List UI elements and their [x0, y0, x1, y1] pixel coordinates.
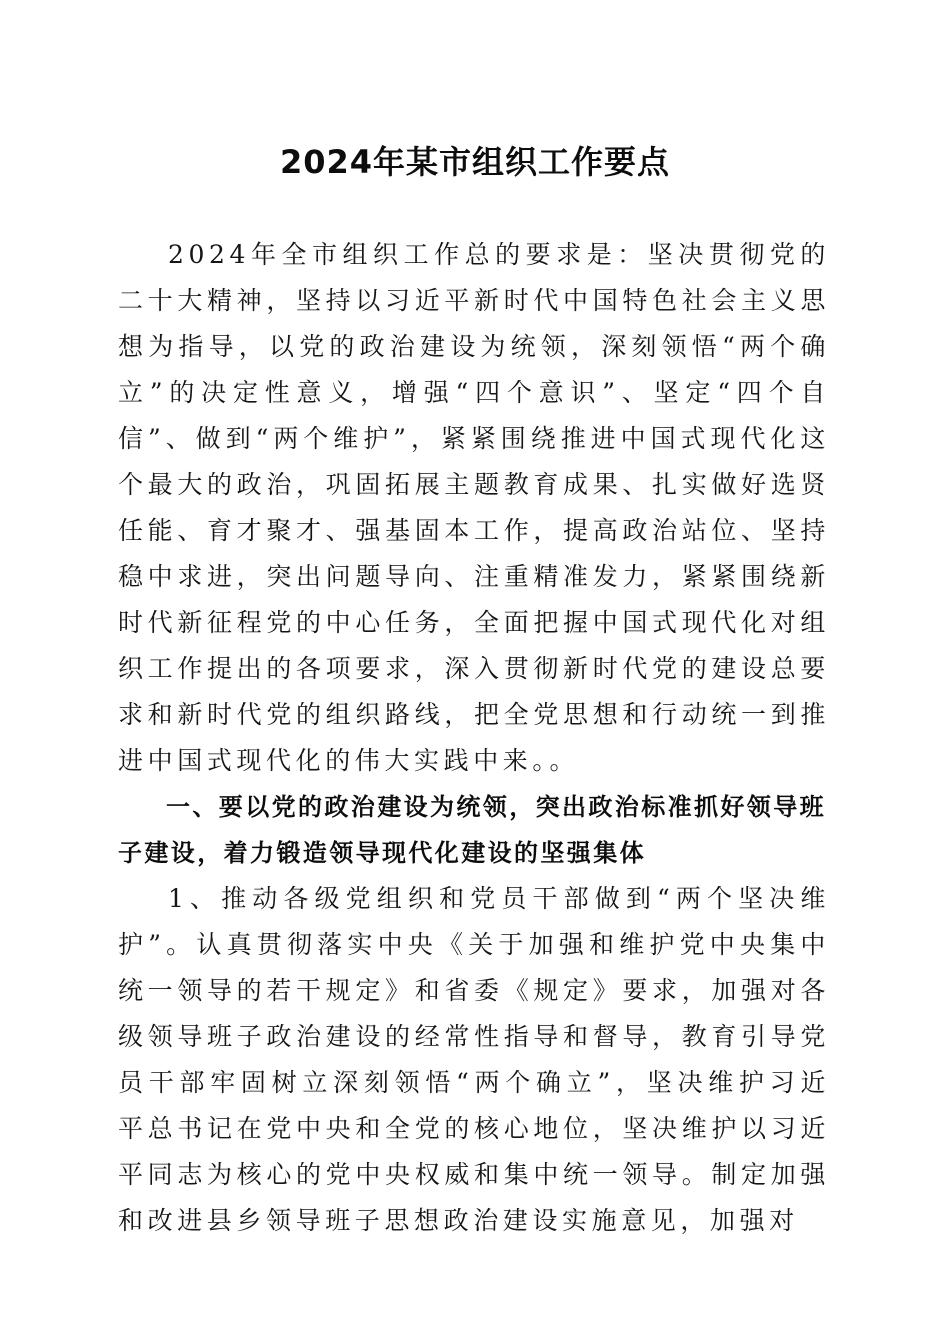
item-paragraph-1: 1、推动各级党组织和党员干部做到“两个坚决维护”。认真贯彻落实中央《关于加强和维护党中央集中统一领导的若干规定》和省委《规定》要求，加强对各级领导班子政治建设的经常性指导和督导，教育引导党员干部牢固树立深刻领悟“两个确立”，坚决维护习近平总书记在党中央和全党的核心地位，坚决维护以习近平同志为核心的党中央权威和集中统一领导。制定加强和改进县乡领导班子思想政治建设实施意见，加强对 [118, 884, 830, 1235]
document-title: 2024年某市组织工作要点 [279, 143, 671, 181]
intro-paragraph: 2024年全市组织工作总的要求是：坚决贯彻党的二十大精神，坚持以习近平新时代中国特色社会主义思想为指导，以党的政治建设为统领，深刻领悟“两个确立”的决定性意义，增强“四个意识”、坚定“四个自信”、做到“两个维护”，紧紧围绕推进中国式现代化这个最大的政治，巩固拓展主题教育成果、扎实做好选贤任能、育才聚才、强基固本工作，提高政治站位、坚持稳中求进，突出问题导向、注重精准发力，紧紧围绕新时代新征程党的中心任务，全面把握中国式现代化对组织工作提出的各项要求，深入贯彻新时代党的建设总要求和新时代党的组织路线，把全党思想和行动统一到推进中国式现代化的伟大实践中来。。 [118, 240, 830, 775]
document-body [118, 232, 830, 1244]
section-heading-1: 一、要以党的政治建设为统领，突出政治标准抓好领导班子建设，着力锻造领导现代化建设的坚强集体 [118, 793, 826, 867]
